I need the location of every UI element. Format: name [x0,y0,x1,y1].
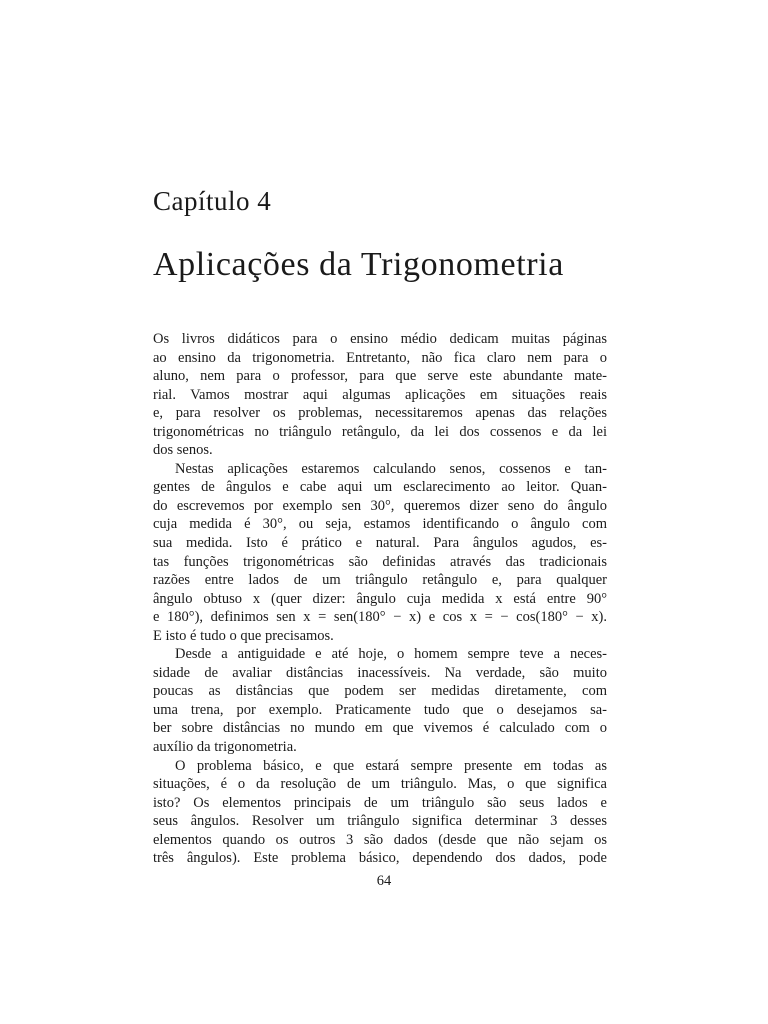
page-number: 64 [376,873,392,889]
text-line: cuja medida é 30°, ou seja, estamos identificando o ângulo com [153,516,607,533]
text-line: seus ângulos. Resolver um triângulo significa determinar 3 desses [153,813,607,830]
text-line: trigonométricas no triângulo retângulo, da lei dos cossenos e da lei [153,423,607,440]
text-line: Desde a antiguidade e até hoje, o homem sempre teve a neces- [175,646,607,663]
text-line: sidade de avaliar distâncias inacessíveis. Na verdade, são muito [153,664,607,681]
text-line: do escrevemos por exemplo sen 30°, queremos dizer seno do ângulo [153,497,607,514]
text-line: ber sobre distâncias no mundo em que vivemos é calculado com o [153,720,607,737]
text-line: auxílio da trigonometria. [153,739,297,756]
body-text [153,330,607,868]
text-line: poucas as distâncias que podem ser medidas diretamente, com [153,683,607,700]
text-line: O problema básico, e que estará sempre presente em todas as [175,757,607,774]
text-line: Os livros didáticos para o ensino médio dedicam muitas páginas [153,331,607,347]
text-line: isto? Os elementos principais de um triângulo são seus lados e [153,794,607,811]
chapter-label: Capítulo 4 [153,186,272,216]
text-line: ângulo obtuso x (quer dizer: ângulo cuja medida x está entre 90° [153,590,607,607]
text-line: ao ensino da trigonometria. Entretanto, não fica claro nem para o [153,349,607,366]
chapter-title: Aplicações da Trigonometria [153,246,564,283]
text-line: gentes de ângulos e cabe aqui um esclarecimento ao leitor. Quan- [153,479,607,496]
text-line: uma trena, por exemplo. Praticamente tudo que o desejamos sa- [153,701,607,718]
text-line: sua medida. Isto é prático e natural. Para ângulos agudos, es- [153,535,607,552]
text-line: e 180°), definimos sen x = sen(180° − x) e cos x = − cos(180° − x). [153,609,607,626]
text-line: E isto é tudo o que precisamos. [153,627,334,644]
text-line: razões entre lados de um triângulo retângulo e, para qualquer [153,572,607,589]
text-line: rial. Vamos mostrar aqui algumas aplicações em situações reais [153,386,607,403]
text-line: Nestas aplicações estaremos calculando senos, cossenos e tan- [175,460,607,477]
text-line: situações, é o da resolução de um triângulo. Mas, o que significa [153,776,607,793]
text-line: dos senos. [153,442,213,459]
text-line: tas funções trigonométricas são definidas através das tradicionais [153,553,607,570]
text-line: aluno, nem para o professor, para que serve este abundante mate- [153,368,607,385]
text-line: três ângulos). Este problema básico, dependendo dos dados, pode [153,850,607,867]
text-line: e, para resolver os problemas, necessitaremos apenas das relações [153,405,607,422]
text-line: elementos quando os outros 3 são dados (desde que não sejam os [153,831,607,848]
